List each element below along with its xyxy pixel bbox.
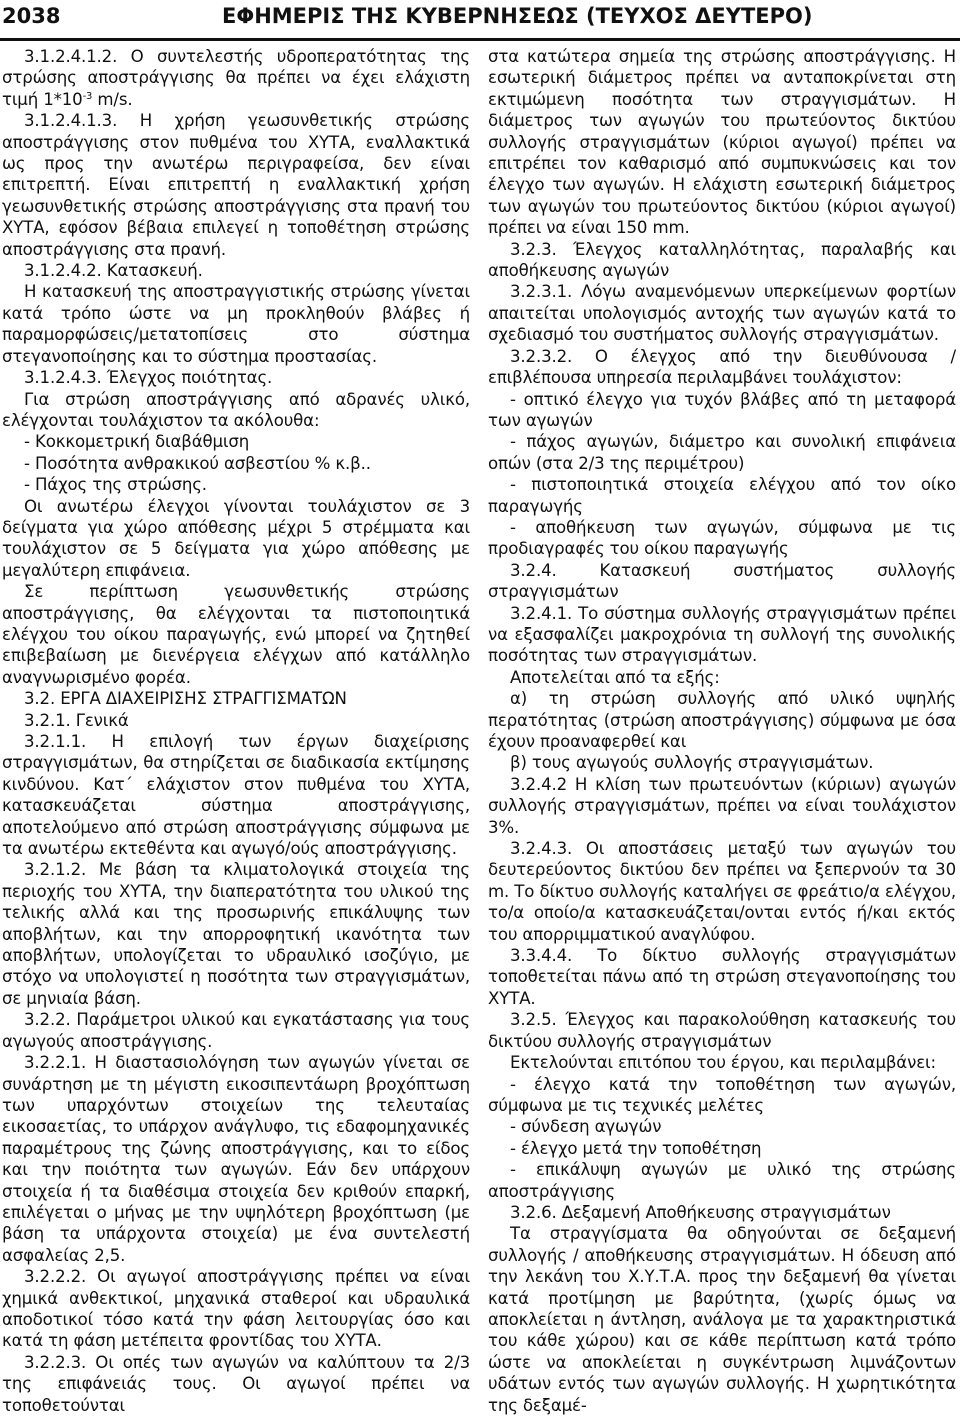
list-item: - πιστοποιητικά στοιχεία ελέγχου από τον οίκο παραγωγής [488,475,956,516]
header-rule [0,38,960,41]
section-heading: 3.2. ΕΡΓΑ ΔΙΑΧΕΙΡΙΣΗΣ ΣΤΡΑΓΓΙΣΜΑΤΩΝ [24,689,347,709]
section-heading: 3.2.4. Κατασκευή συστήματος συλλογής στραγγισμάτων [488,560,956,602]
section-heading: 3.1.2.4.3. Έλεγχος ποιότητας. [24,368,273,388]
section-heading: 3.2.6. Δεξαμενή Αποθήκευσης στραγγισμάτων [510,1202,891,1222]
list-item: - Κοκκομετρική διαβάθμιση [24,432,250,452]
list-item: - επικάλυψη αγωγών με υλικό της στρώσης αποστράγγισης [488,1160,956,1201]
list-item: - οπτικό έλεγχο για τυχόν βλάβες από τη μεταφορά των αγωγών [488,389,956,430]
paragraph: 3.2.2.1. Η διαστασιολόγηση των αγωγών γίνεται σε συνάρτηση με τη μέγιστη εικοσιπεντάωρη βροχόπτωση των υπαρχόντων στοιχείων της τελευταίας εικοσαετίας, το υπάρχον ανάγλυφο, τις εδαφομηχανικές παραμέτρους της ζώνης αποστράγγισης, και το είδος και την ποιότητα των αγωγών. Εάν δεν υπάρχουν στοιχεία ή τα διαθέσιμα στοιχεία δεν κριθούν επαρκή, επιλέγεται ο μήνας με την υψηλότερη βροχόπτωση (με βάση τα υπάρχοντα στοιχεία) με ένα συντελεστή ασφαλείας 2,5. [2,1053,470,1265]
paragraph: 3.2.2. Παράμετροι υλικού και εγκατάστασης για τους αγωγούς αποστράγγισης. [2,1010,470,1051]
list-item: - σύνδεση αγωγών [510,1117,662,1137]
gazette-title: ΕΦΗΜΕΡΙΣ ΤΗΣ ΚΥΒΕΡΝΗΣΕΩΣ (ΤΕΥΧΟΣ ΔΕΥΤΕΡΟ) [222,4,813,28]
paragraph: 3.2.2.2. Οι αγωγοί αποστράγγισης πρέπει να είναι χημικά ανθεκτικοί, μηχανικά σταθεροί και υδραυλικά αποδοτικοί τόσο κατά την φάση λειτουργίας όσο και κατά τη φάση μετέπειτα φροντίδας του ΧΥΤΑ. [2,1267,470,1351]
paragraph: Αποτελείται από τα εξής: [510,667,720,687]
paragraph: Εκτελούνται επιτόπου του έργου, και περιλαμβάνει: [510,1053,936,1073]
list-item: α) τη στρώση συλλογής από υλικό υψηλής περατότητας (στρώση αποστράγγισης) σύμφωνα με όσα έχουν προαναφερθεί και [488,689,956,751]
right-column [488,46,956,1416]
paragraph: 3.2.4.2 Η κλίση των πρωτευόντων (κύριων) αγωγών συλλογής στραγγισμάτων, πρέπει να είναι τουλάχιστον 3%. [488,774,956,837]
list-item: - έλεγχο κατά την τοποθέτηση των αγωγών, σύμφωνα με τις τεχνικές μελέτες [488,1074,956,1115]
paragraph: 3.3.4.4. Το δίκτυο συλλογής στραγγισμάτων τοποθετείται πάνω από τη στρώση στεγανοποίησης του ΧΥΤΑ. [488,946,956,1008]
paragraph: 3.2.1.1. Η επιλογή των έργων διαχείρισης στραγγισμάτων, θα στηρίζεται σε διαδικασία εκτίμησης κινδύνου. Κατ΄ ελάχιστον στον πυθμένα του ΧΥΤΑ, κατασκευάζεται σύστημα αποστράγγισης, αποτελούμενο από στρώση αποστράγγισης σύμφωνα με τα ανωτέρω εκτεθέντα και αγωγό/ούς αποστράγγισης. [2,732,470,859]
paragraph: 3.2.4.1. Το σύστημα συλλογής στραγγισμάτων πρέπει να εξασφαλίζει μακροχρόνια τη συλλογή της συνολικής ποσότητας των στραγγισμάτων. [488,603,956,666]
page-number: 2038 [2,4,61,28]
list-item: β) τους αγωγούς συλλογής στραγγισμάτων. [510,753,874,773]
paragraph: 3.1.2.4.1.3. Η χρήση γεωσυνθετικής στρώσης αποστράγγισης στον πυθμένα του ΧΥΤΑ, εναλλακτικά ως προς την ανωτέρω περιγραφείσα, δεν είναι επιτρεπτή. Είναι επιτρεπτή η εναλλακτική χρήση γεωσυνθετικής στρώσης αποστράγγισης στα πρανή του ΧΥΤΑ, εφόσον βέβαια επιλεγεί η τοποθέτηση στρώσης αποστράγγισης στα πρανή. [2,111,470,259]
paragraph: 3.2.3.2. Ο έλεγχος από την διευθύνουσα / επιβλέπουσα υπηρεσία περιλαμβάνει τουλάχιστον: [488,346,956,388]
paragraph: Οι ανωτέρω έλεγχοι γίνονται τουλάχιστον σε 3 δείγματα για χώρο απόθεσης μέχρι 5 στρέμματα και τουλάχιστον σε 5 δείγματα για χώρο απόθεσης με μεγαλύτερη επιφάνεια. [2,496,470,580]
list-item: - Ποσότητα ανθρακικού ασβεστίου % κ.β.. [24,453,371,473]
paragraph: Σε περίπτωση γεωσυνθετικής στρώσης αποστράγγισης, θα ελέγχονται τα πιστοποιητικά ελέγχου του οίκου παραγωγής, ενώ μπορεί να ζητηθεί επιβεβαίωση με διενέργεια ελέγχων από κατάλληλο αναγνωρισμένο φορέα. [2,582,470,687]
paragraph: στα κατώτερα σημεία της στρώσης αποστράγγισης. Η εσωτερική διάμετρος πρέπει να ανταποκρίνεται στη εκτιμώμενη ποσότητα των στραγγισμάτων. Η διάμετρος των αγωγών του πρωτεύοντος δικτύου συλλογής στραγγισμάτων (κύριοι αγωγοί) πρέπει να επιτρέπει τον καθαρισμό από συμπυκνώσεις και τον έλεγχο των αγωγών. Η ελάχιστη εσωτερική διάμετρος των αγωγών του πρωτεύοντος δικτύου (κύριοι αγωγοί) πρέπει να είναι 150 mm. [488,47,956,238]
section-heading: 3.2.5. Έλεγχος και παρακολούθηση κατασκευής του δικτύου συλλογής στραγγισμάτων [488,1010,956,1051]
paragraph: 3.2.2.3. Οι οπές των αγωγών να καλύπτουν τα 2/3 της επιφάνειάς τους. Οι αγωγοί πρέπει να τοποθετούνται [2,1352,470,1415]
list-item: - πάχος αγωγών, διάμετρο και συνολική επιφάνεια οπών (στα 2/3 της περιμέτρου) [488,432,956,473]
paragraph: 3.2.4.3. Οι αποστάσεις μεταξύ των αγωγών του δευτερεύοντος δικτύου δεν πρέπει να ξεπερνούν τα 30 m. Το δίκτυο συλλογής καταλήγει σε φρεάτιο/α ελέγχου, το/α οποίο/α κατασκευάζεται/ονται εντός ή/και εκτός του απορριμματικού αναγλύφου. [488,839,956,944]
paragraph: 3.2.3. Έλεγχος καταλληλότητας, παραλαβής και αποθήκευσης αγωγών [488,239,956,281]
paragraph: Για στρώση αποστράγγισης από αδρανές υλικό, ελέγχονται τουλάχιστον τα ακόλουθα: [2,389,470,430]
paragraph: Η κατασκευή της αποστραγγιστικής στρώσης γίνεται κατά τρόπο ώστε να μη προκληθούν βλάβες ή παραμορφώσεις/μετατοπίσεις στο σύστημα στεγανοποίησης και το σύστημα προστασίας. [2,282,470,366]
paragraph: Τα στραγγίσματα θα οδηγούνται σε δεξαμενή συλλογής / αποθήκευσης στραγγισμάτων. Η όδευση από την λεκάνη του Χ.Υ.Τ.Α. προς την δεξαμενή θα γίνεται κατά προτίμηση με βαρύτητα, (χωρίς όμως να αποκλείεται η άντληση, ανάλογα με τα χαρακτηριστικά του κάθε χώρου) και σε κάθε περίπτωση κατά τρόπο ώστε να αποκλείεται η συγκέντρωση λιμνάζοντων υδάτων εντός των αγωγών συλλογής. Η χωρητικότητα της δεξαμέ- [488,1224,956,1415]
list-item: - αποθήκευση των αγωγών, σύμφωνα με τις προδιαγραφές του οίκου παραγωγής [488,517,956,559]
left-column [2,46,470,1416]
paragraph: 3.1.2.4.1.2. Ο συντελεστής υδροπερατότητας της στρώσης αποστράγγισης θα πρέπει να έχει ελάχιστη τιμή $1*10^{-3}$ m/s. [2,47,470,109]
section-heading: 3.2.1. Γενικά [24,710,129,730]
paragraph: 3.2.3.1. Λόγω αναμενόμενων υπερκείμενων φορτίων απαιτείται υπολογισμός αντοχής των αγωγών κατά το σχεδιασμό του συστήματος συλλογής στραγγισμάτων. [488,282,956,345]
paragraph: 3.2.1.2. Με βάση τα κλιματολογικά στοιχεία της περιοχής του ΧΥΤΑ, την διαπερατότητα του υλικού της τελικής αλλά και της προσωρινής επικάλυψης των αποβλήτων, και την απορροφητική ικανότητα των αποβλήτων, υπολογίζεται το υδραυλικό ισοζύγιο, με στόχο να υπολογιστεί η ποσότητα των στραγγισμάτων, σε μηνιαία βάση. [2,860,470,1008]
section-heading: 3.1.2.4.2. Κατασκευή. [24,261,203,281]
list-item: - Πάχος της στρώσης. [24,475,207,495]
list-item: - έλεγχο μετά την τοποθέτηση [510,1138,762,1158]
